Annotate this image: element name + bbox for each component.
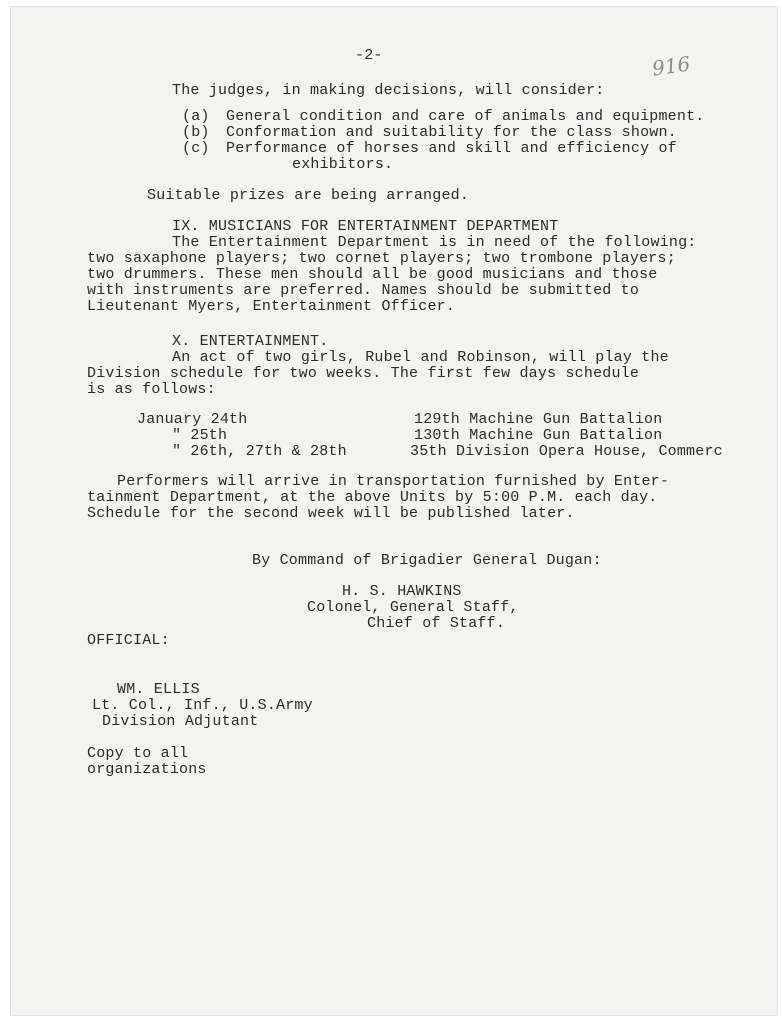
distribution-line: Copy to all (87, 745, 189, 762)
schedule-date: " 26th, 27th & 28th (172, 443, 347, 460)
judges-item-text: Conformation and suitability for the class shown. (226, 124, 677, 141)
section-x-line: An act of two girls, Rubel and Robinson, will play the (172, 349, 669, 366)
section-x-closing: Schedule for the second week will be published later. (87, 505, 575, 522)
section-ix-line: with instruments are preferred. Names should be submitted to (87, 282, 640, 299)
judges-item-text: General condition and care of animals and equipment. (226, 108, 705, 125)
signatory-title: Chief of Staff. (367, 615, 506, 632)
section-x-closing: tainment Department, at the above Units by 5:00 P.M. each day. (87, 489, 658, 506)
section-x-line: is as follows: (87, 381, 216, 398)
page-number: -2- (355, 47, 383, 64)
judges-item-marker: (a) (182, 108, 210, 125)
prizes-note: Suitable prizes are being arranged. (147, 187, 470, 204)
signatory-rank: Colonel, General Staff, (307, 599, 519, 616)
section-x-closing: Performers will arrive in transportation furnished by Enter- (117, 473, 670, 490)
official-label: OFFICIAL: (87, 632, 170, 649)
distribution-line: organizations (87, 761, 207, 778)
judges-item-marker: (c) (182, 140, 210, 157)
schedule-unit: 35th Division Opera House, Commerc (410, 443, 723, 460)
section-ix-line: two drummers. These men should all be good musicians and those (87, 266, 658, 283)
handwritten-note: 916 (650, 51, 692, 81)
schedule-date: January 24th (137, 411, 248, 428)
judges-item-marker: (b) (182, 124, 210, 141)
official-title: Division Adjutant (102, 713, 259, 730)
judges-item-continuation: exhibitors. (292, 156, 394, 173)
section-x-heading: X. ENTERTAINMENT. (172, 333, 329, 350)
official-name: WM. ELLIS (117, 681, 200, 698)
official-rank: Lt. Col., Inf., U.S.Army (92, 697, 313, 714)
section-ix-line: The Entertainment Department is in need of the following: (172, 234, 697, 251)
by-command: By Command of Brigadier General Dugan: (252, 552, 602, 569)
section-ix-heading: IX. MUSICIANS FOR ENTERTAINMENT DEPARTMENT (172, 218, 559, 235)
section-x-line: Division schedule for two weeks. The first few days schedule (87, 365, 640, 382)
schedule-unit: 129th Machine Gun Battalion (414, 411, 663, 428)
judges-item-text: Performance of horses and skill and efficiency of (226, 140, 677, 157)
section-ix-line: Lieutenant Myers, Entertainment Officer. (87, 298, 456, 315)
document-page (10, 6, 778, 1016)
signatory-name: H. S. HAWKINS (342, 583, 462, 600)
judges-intro: The judges, in making decisions, will consider: (172, 82, 605, 99)
schedule-unit: 130th Machine Gun Battalion (414, 427, 663, 444)
section-ix-line: two saxaphone players; two cornet players; two trombone players; (87, 250, 676, 267)
schedule-date: " 25th (172, 427, 228, 444)
